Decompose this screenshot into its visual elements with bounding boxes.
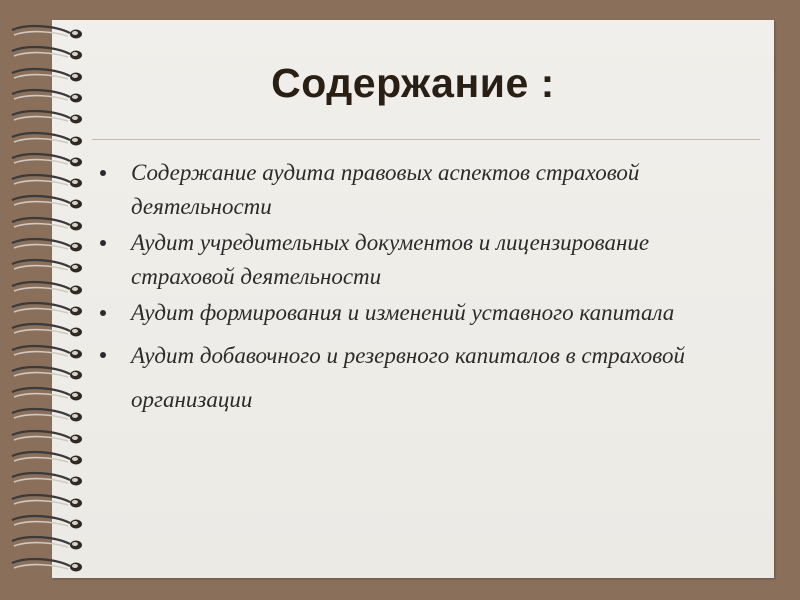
coil-ring-icon xyxy=(8,514,88,532)
coil-ring-icon xyxy=(8,493,88,511)
bullet-text: Аудит формирования и изменений уставного капитала xyxy=(131,300,675,325)
bullet-item-2 xyxy=(100,226,750,294)
coil-ring-icon xyxy=(8,24,88,42)
slide-title: Содержание : xyxy=(271,60,555,106)
spiral-binding xyxy=(8,24,88,579)
coil-ring-icon xyxy=(8,194,88,212)
bullet-text: Аудит добавочного и резервного капиталов в страховой организации xyxy=(131,343,685,412)
bullet-dot-icon xyxy=(100,240,106,246)
coil-ring-icon xyxy=(8,152,88,170)
bullet-text: Содержание аудита правовых аспектов страховой деятельности xyxy=(131,160,640,219)
coil-ring-icon xyxy=(8,429,88,447)
bullet-dot-icon xyxy=(100,170,106,176)
coil-ring-icon xyxy=(8,301,88,319)
bullet-list xyxy=(100,156,750,424)
bullet-dot-icon xyxy=(100,310,106,316)
coil-ring-icon xyxy=(8,365,88,383)
bullet-text: Аудит учредительных документов и лицензирование страховой деятельности xyxy=(131,230,650,289)
coil-ring-icon xyxy=(8,237,88,255)
coil-ring-icon xyxy=(8,344,88,362)
bullet-dot-icon xyxy=(100,352,106,358)
bullet-item-1 xyxy=(100,156,750,224)
coil-ring-icon xyxy=(8,407,88,425)
coil-ring-icon xyxy=(8,280,88,298)
coil-ring-icon xyxy=(8,535,88,553)
coil-ring-icon xyxy=(8,471,88,489)
coil-ring-icon xyxy=(8,173,88,191)
coil-ring-icon xyxy=(8,109,88,127)
bullet-item-4 xyxy=(100,334,750,422)
coil-ring-icon xyxy=(8,258,88,276)
coil-ring-icon xyxy=(8,322,88,340)
coil-ring-icon xyxy=(8,450,88,468)
title-divider xyxy=(92,139,760,140)
coil-ring-icon xyxy=(8,557,88,575)
coil-ring-icon xyxy=(8,131,88,149)
coil-ring-icon xyxy=(8,216,88,234)
bullet-item-3 xyxy=(100,296,750,330)
coil-ring-icon xyxy=(8,386,88,404)
